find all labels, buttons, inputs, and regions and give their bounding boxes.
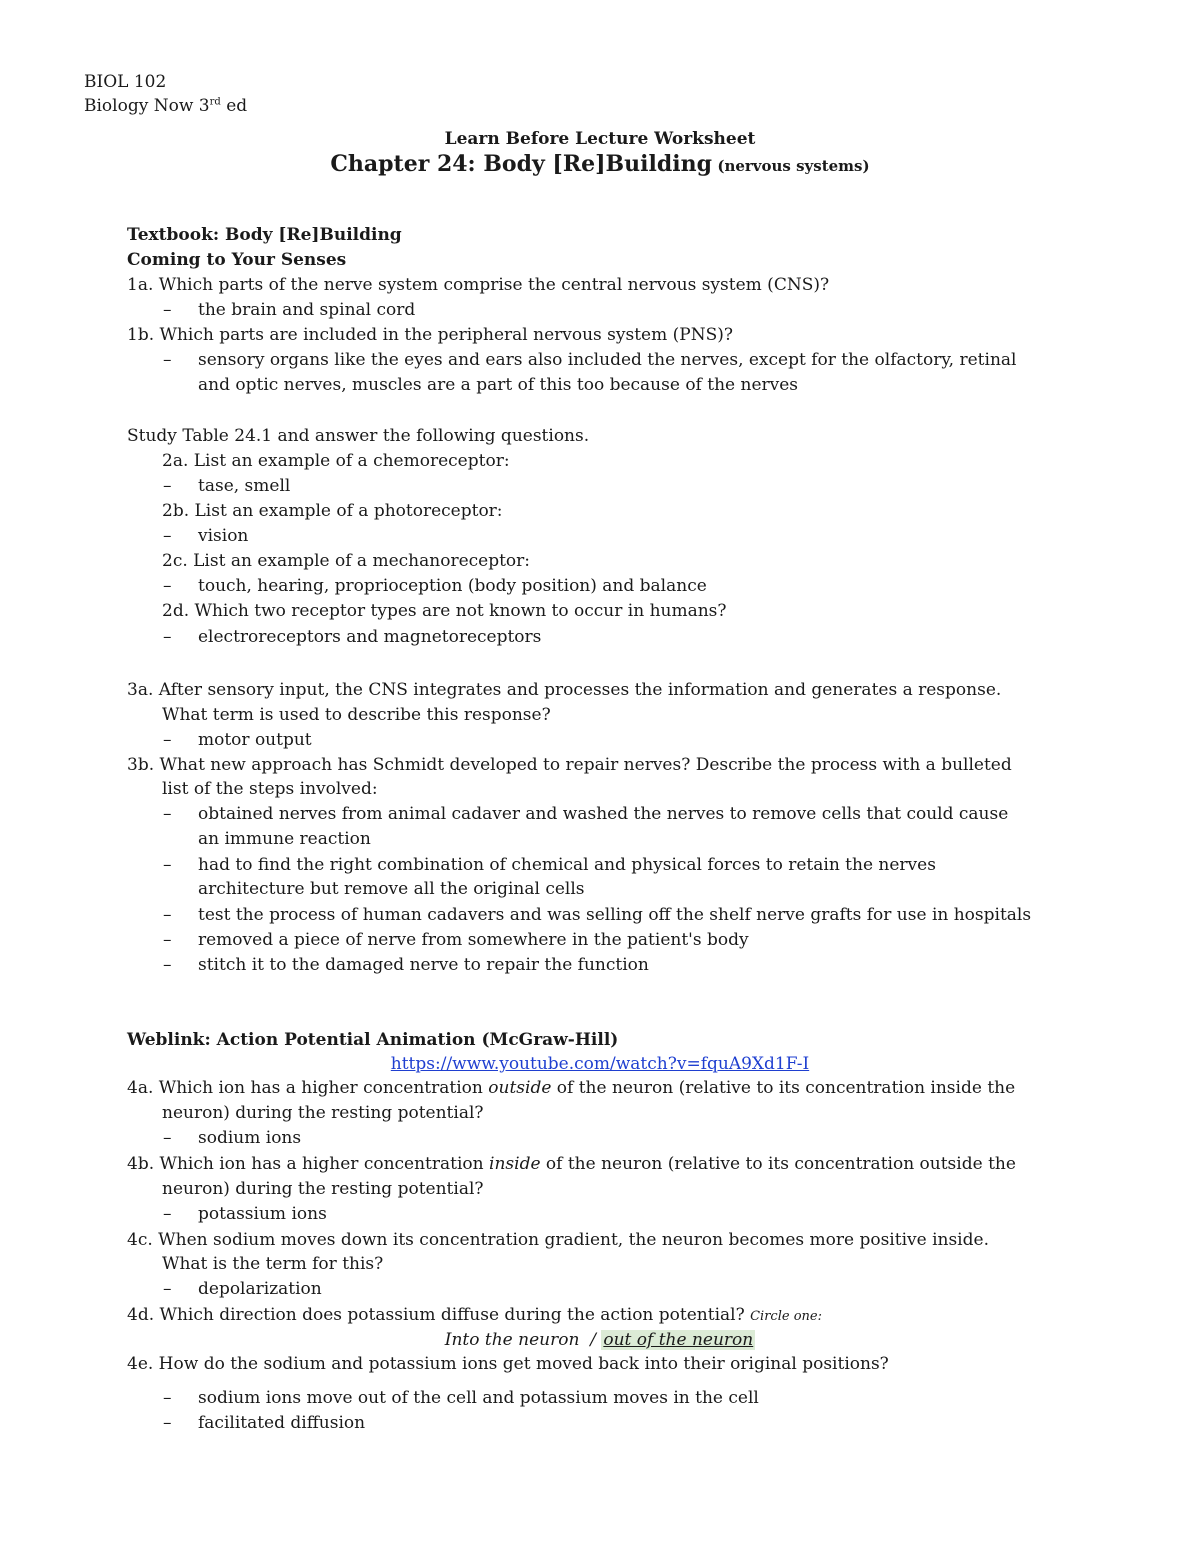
worksheet-title: Learn Before Lecture Worksheet xyxy=(444,129,756,149)
bullet-dash: – xyxy=(163,1128,172,1148)
bullet-dash: – xyxy=(163,905,172,925)
question-3b-line1: 3b. What new approach has Schmidt developed to repair nerves? Describe the process with a bulleted xyxy=(127,755,1012,775)
answer-2d: electroreceptors and magnetoreceptors xyxy=(198,627,542,647)
answer-4b: potassium ions xyxy=(198,1204,327,1224)
choice-into-neuron[interactable]: Into the neuron xyxy=(444,1330,580,1350)
question-2d: 2d. Which two receptor types are not known to occur in humans? xyxy=(162,601,727,621)
bullet-dash: – xyxy=(163,804,172,824)
q4b-text: 4b. Which ion has a higher concentration xyxy=(127,1154,490,1174)
question-3b-line2: list of the steps involved: xyxy=(162,779,378,799)
bullet-dash: – xyxy=(163,955,172,975)
answer-2c: touch, hearing, proprioception (body position) and balance xyxy=(198,576,707,596)
q4a-text-end: of the neuron (relative to its concentration inside the xyxy=(551,1078,1016,1098)
question-1b: 1b. Which parts are included in the peripheral nervous system (PNS)? xyxy=(127,325,733,345)
question-4e: 4e. How do the sodium and potassium ions get moved back into their original positions? xyxy=(127,1354,889,1374)
chapter-name: Chapter 24: Body [Re]Building xyxy=(330,151,712,177)
step-1-line1: obtained nerves from animal cadaver and washed the nerves to remove cells that could cause xyxy=(198,804,1009,824)
q4b-text-end: of the neuron (relative to its concentration outside the xyxy=(540,1154,1016,1174)
q4a-emphasis: outside xyxy=(488,1078,552,1098)
section-heading-weblink: Weblink: Action Potential Animation (McGraw-Hill) xyxy=(127,1030,619,1050)
bullet-dash: – xyxy=(163,476,172,496)
step-1-line2: an immune reaction xyxy=(198,829,371,849)
question-4a-line1 xyxy=(127,1077,1015,1099)
bullet-dash: – xyxy=(163,1279,172,1299)
question-2b: 2b. List an example of a photoreceptor: xyxy=(162,501,503,521)
question-4d xyxy=(127,1304,822,1328)
bullet-dash: – xyxy=(163,627,172,647)
bullet-dash: – xyxy=(163,350,172,370)
answer-3a: motor output xyxy=(198,730,312,750)
step-3: test the process of human cadavers and was selling off the shelf nerve grafts for use in hospitals xyxy=(198,905,1032,925)
question-4c-line2: What is the term for this? xyxy=(162,1254,384,1274)
question-4a-line2: neuron) during the resting potential? xyxy=(162,1103,484,1123)
answer-2a: tase, smell xyxy=(198,476,291,496)
step-2-line2: architecture but remove all the original cells xyxy=(198,879,585,899)
edition-superscript: rd xyxy=(209,96,221,108)
bullet-dash: – xyxy=(163,1204,172,1224)
answer-4e-1: sodium ions move out of the cell and potassium moves in the cell xyxy=(198,1388,759,1408)
bullet-dash: – xyxy=(163,300,172,320)
q4d-text: 4d. Which direction does potassium diffuse during the action potential? xyxy=(127,1305,745,1325)
answer-4c: depolarization xyxy=(198,1279,322,1299)
question-3a-line1: 3a. After sensory input, the CNS integrates and processes the information and generates a response. xyxy=(127,680,1002,700)
question-2a: 2a. List an example of a chemoreceptor: xyxy=(162,451,510,471)
section-subheading: Coming to Your Senses xyxy=(127,250,347,270)
bullet-dash: – xyxy=(163,730,172,750)
choice-separator: / xyxy=(590,1330,596,1350)
answer-4e-2: facilitated diffusion xyxy=(198,1413,366,1433)
chapter-title xyxy=(0,150,1200,180)
section-heading-textbook: Textbook: Body [Re]Building xyxy=(127,225,402,245)
step-4: removed a piece of nerve from somewhere in the patient's body xyxy=(198,930,749,950)
bullet-dash: – xyxy=(163,855,172,875)
q4a-text: 4a. Which ion has a higher concentration xyxy=(127,1078,489,1098)
direction-choices xyxy=(0,1329,1200,1351)
q4b-emphasis: inside xyxy=(489,1154,541,1174)
circle-one-note: Circle one: xyxy=(750,1309,822,1324)
edition-suffix: ed xyxy=(220,96,248,116)
table-study-intro: Study Table 24.1 and answer the following questions. xyxy=(127,426,590,446)
youtube-link[interactable]: https://www.youtube.com/watch?v=fquA9Xd1F-I xyxy=(390,1054,810,1074)
course-code: BIOL 102 xyxy=(84,72,167,92)
answer-4a: sodium ions xyxy=(198,1128,302,1148)
answer-2b: vision xyxy=(198,526,249,546)
bullet-dash: – xyxy=(163,1413,172,1433)
question-1a: 1a. Which parts of the nerve system comprise the central nervous system (CNS)? xyxy=(127,275,830,295)
link-row xyxy=(0,1053,1200,1075)
step-2-line1: had to find the right combination of chemical and physical forces to retain the nerves xyxy=(198,855,936,875)
question-3a-line2: What term is used to describe this response? xyxy=(162,705,551,725)
bullet-dash: – xyxy=(163,930,172,950)
answer-1b-line2: and optic nerves, muscles are a part of this too because of the nerves xyxy=(198,375,799,395)
question-4b-line2: neuron) during the resting potential? xyxy=(162,1179,484,1199)
textbook-name: Biology Now 3 xyxy=(84,96,210,116)
answer-1b-line1: sensory organs like the eyes and ears also included the nerves, except for the olfactory, retinal xyxy=(198,350,1017,370)
bullet-dash: – xyxy=(163,526,172,546)
answer-1a: the brain and spinal cord xyxy=(198,300,416,320)
question-2c: 2c. List an example of a mechanoreceptor: xyxy=(162,551,531,571)
question-4c-line1: 4c. When sodium moves down its concentration gradient, the neuron becomes more positive inside. xyxy=(127,1230,989,1250)
bullet-dash: – xyxy=(163,1388,172,1408)
step-5: stitch it to the damaged nerve to repair the function xyxy=(198,955,649,975)
textbook-edition xyxy=(84,95,247,117)
choice-out-of-neuron-selected[interactable]: out of the neuron xyxy=(603,1330,754,1350)
chapter-subtitle: (nervous systems) xyxy=(717,157,870,175)
question-4b-line1 xyxy=(127,1153,1016,1175)
bullet-dash: – xyxy=(163,576,172,596)
